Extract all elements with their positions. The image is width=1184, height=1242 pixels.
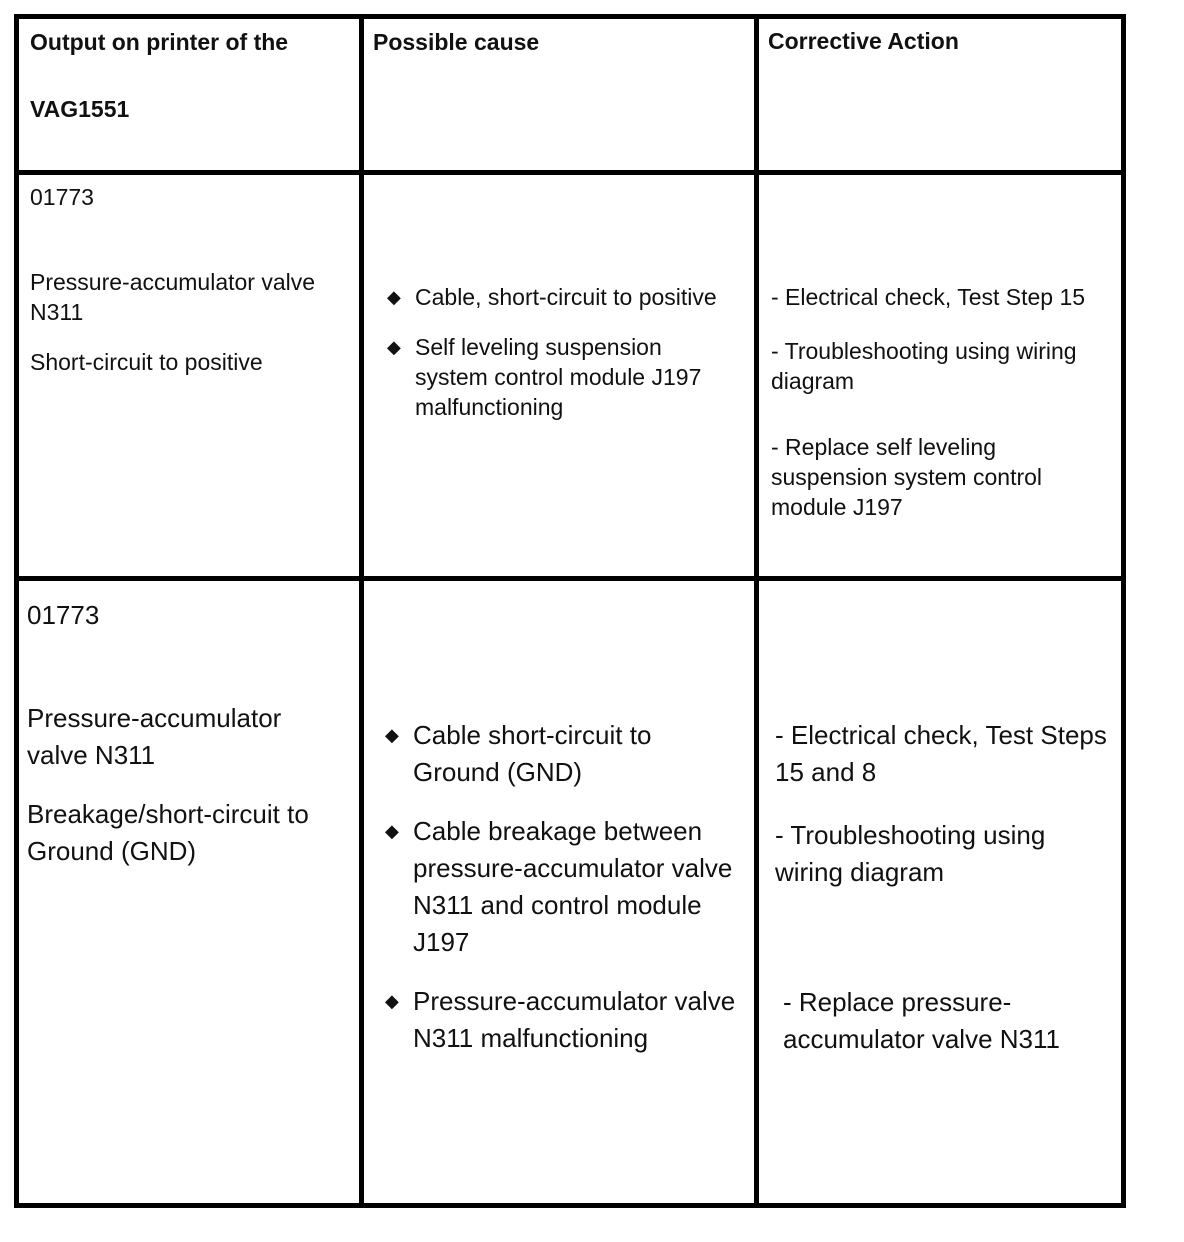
fault-code: 01773	[27, 600, 100, 630]
header-corrective-action: Corrective Action	[768, 28, 959, 54]
action-item: - Replace pressure-accumulator valve N311	[783, 987, 1060, 1054]
header-output-line2: VAG1551	[30, 96, 130, 122]
fault-description: Short-circuit to positive	[30, 349, 263, 375]
cause-text: Cable short-circuit to Ground (GND)	[413, 720, 652, 787]
cause-text: Pressure-accumulator valve N311 malfunctioning	[413, 986, 736, 1053]
diamond-bullet-icon: ◆	[385, 725, 399, 745]
cause-text: Self leveling suspension system control module J197 malfunctioning	[415, 334, 702, 420]
row2-action-cell	[775, 717, 1115, 1058]
cause-text: Cable breakage between pressure-accumulator valve N311 and control module J197	[413, 816, 733, 957]
cause-text: Cable, short-circuit to positive	[415, 284, 717, 310]
diamond-bullet-icon: ◆	[387, 287, 401, 307]
fault-code: 01773	[30, 184, 94, 210]
cause-item	[385, 717, 745, 791]
row2-cause-cell	[385, 717, 745, 1057]
column-divider	[754, 19, 759, 1203]
row-divider	[19, 576, 1121, 581]
action-item: - Troubleshooting using wiring diagram	[771, 338, 1077, 394]
action-item: - Electrical check, Test Step 15	[771, 284, 1086, 310]
row2-output-cell	[27, 597, 357, 870]
troubleshooting-table	[14, 14, 1126, 1208]
component-name: Pressure-accumulator valve N311	[30, 269, 316, 325]
header-output-line1: Output on printer of the	[30, 29, 289, 55]
row1-action-cell	[771, 282, 1101, 522]
cause-item	[385, 813, 745, 961]
cause-item	[387, 282, 737, 312]
diamond-bullet-icon: ◆	[387, 337, 401, 357]
action-item: - Electrical check, Test Steps 15 and 8	[775, 720, 1107, 787]
row1-output-cell	[30, 182, 350, 377]
action-item: - Troubleshooting using wiring diagram	[775, 820, 1046, 887]
header-output-cell	[30, 29, 350, 123]
fault-description: Breakage/short-circuit to Ground (GND)	[27, 799, 309, 866]
component-name: Pressure-accumulator valve N311	[27, 703, 282, 770]
diamond-bullet-icon: ◆	[385, 991, 399, 1011]
column-divider	[359, 19, 364, 1203]
cause-item	[385, 983, 745, 1057]
row-divider	[19, 170, 1121, 175]
row1-cause-cell	[387, 282, 737, 422]
action-item: - Replace self leveling suspension system control module J197	[771, 434, 1043, 520]
cause-item	[387, 332, 737, 422]
diamond-bullet-icon: ◆	[385, 821, 399, 841]
header-possible-cause: Possible cause	[373, 29, 540, 55]
